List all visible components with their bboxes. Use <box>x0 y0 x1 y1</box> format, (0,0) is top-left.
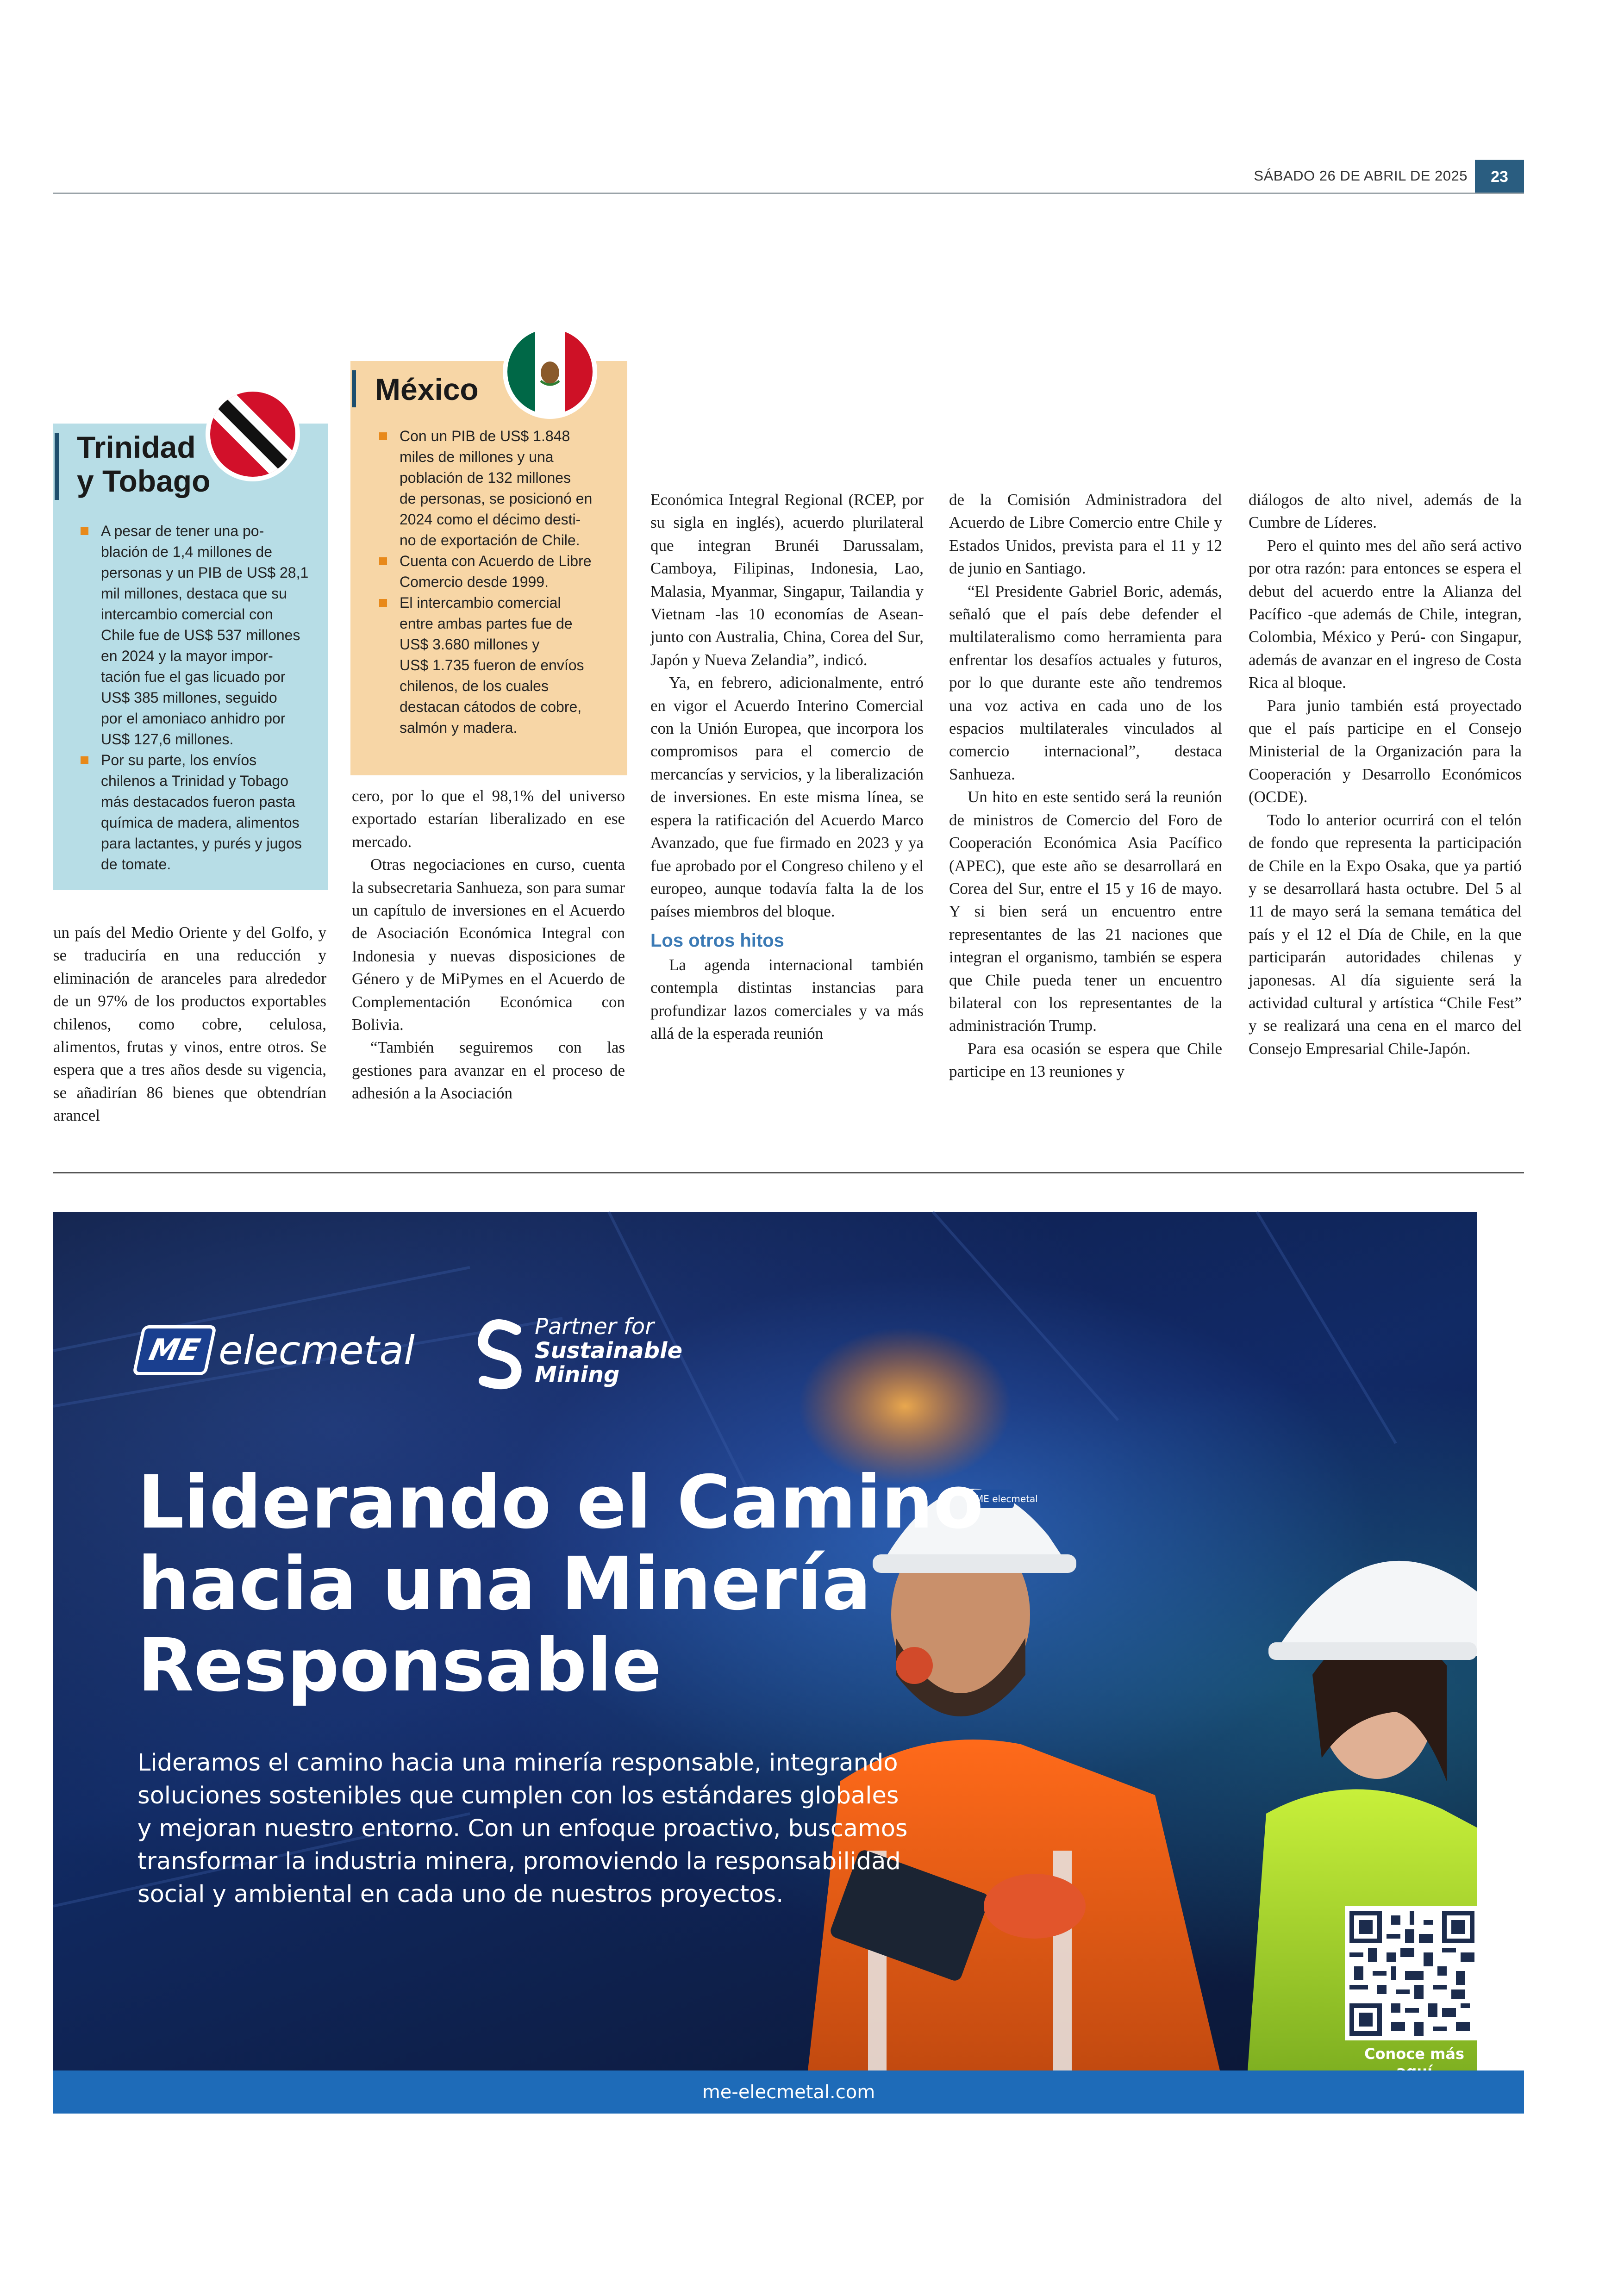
ad-body-line: Lideramos el camino hacia una minería responsable, integrando <box>137 1749 898 1777</box>
helmet-logo-text: ME elecmetal <box>975 1493 1038 1504</box>
paragraph: “El Presidente Gabriel Boric, además, señaló que el país debe defender el multilateralismo como herramienta para enfrentar los desafíos actuales y futuros, por lo que durante este año tendremos una voz activa en cada uno de los espacios multilaterales vinculados al comercio internacional”, destaca Sanhueza. <box>949 582 1222 783</box>
subheading: Los otros hitos <box>650 930 784 951</box>
ad-headline-line1: Liderando el Camino <box>137 1460 984 1545</box>
bullet-square-icon <box>81 527 88 535</box>
paragraph: diálogos de alto nivel, además de la Cumbre de Líderes. <box>1249 491 1522 532</box>
paragraph: La agenda internacional también contempla distintas instancias para profundizar lazos comerciales y va más allá de la esperada reunión <box>650 955 924 1042</box>
qr-caption: Conoce más <box>1364 2045 1465 2063</box>
article-column-1 <box>53 921 326 1127</box>
article-column-5 <box>1249 488 1522 1060</box>
article-column-2 <box>352 785 625 1105</box>
paragraph: Para esa ocasión se espera que Chile participe en 13 reuniones y <box>949 1039 1222 1081</box>
paragraph: un país del Medio Oriente y del Golfo, y se traduciría en una reducción y eliminación de aranceles para alrededor de un 97% de los productos exportables chilenos, como cobre, celulosa, alimentos, frutas y vinos, entre otros. Se espera que a tres años desde su vigencia, se añadirían 86 bienes que obtendrían arancel <box>53 923 326 1125</box>
header-rule <box>53 193 1524 194</box>
bullet-square-icon <box>379 557 387 565</box>
page-number: 23 <box>1475 160 1524 194</box>
paragraph: Para junio también está proyectado que el país participe en el Consejo Ministerial de la Organización para la Cooperación y Desarrollo Económicos (OCDE). <box>1249 696 1522 806</box>
ad-body-line: transformar la industria minera, promoviendo la responsabilidad <box>137 1848 901 1875</box>
paragraph: Todo lo anterior ocurrirá con el telón de fondo que representa la participación de Chile en la Expo Osaka, que ya partió y se desarrollará hasta octubre. Del 5 al 11 de mayo será la semana temática del país y el 12 el Día de Chile, en la que participarán autoridades chilenas y japonesas. Al día siguiente será la actividad cultural y artística “Chile Fest” y se realizará una cena en el marco del Consejo Empresarial Chile-Japón. <box>1249 811 1522 1058</box>
mexico-bullet: El intercambio comercial entre ambas partes fue de US$ 3.680 millones y US$ 1.735 fueron de envíos chilenos, de los cuales destacan cátodos de cobre, salmón y madera. <box>377 592 618 738</box>
trinidad-bullet: Por su parte, los envíos chilenos a Trinidad y Tobago más destacados fueron pasta química de madera, alimentos para lactantes, y purés y jugos de tomate. <box>79 750 319 875</box>
paragraph: “También seguiremos con las gestiones para avanzar en el proceso de adhesión a la Asociación <box>352 1038 625 1103</box>
ad-body-line: soluciones sostenibles que cumplen con los estándares globales <box>137 1782 899 1809</box>
ad-body-line: y mejoran nuestro entorno. Con un enfoque proactivo, buscamos <box>137 1815 908 1842</box>
elecmetal-wordmark: elecmetal <box>219 1328 415 1374</box>
trinidad-title <box>77 430 210 498</box>
mexico-flag-icon <box>505 326 595 417</box>
bullet-square-icon <box>81 756 88 764</box>
mexico-title-bar <box>352 370 356 407</box>
trinidad-title-line1: Trinidad <box>77 430 196 464</box>
article-column-4 <box>949 488 1222 1083</box>
paragraph: Ya, en febrero, adicionalmente, entró en vigor el Acuerdo Interino Comercial con la Unión Europea, que incorpora los compromisos para el comercio de mercancías y servicios, y la liberalización de inversiones. En este misma línea, se espera la ratificación del Acuerdo Marco Avanzado, que fue firmado en 2023 y ya fue aprobado por el Congreso chileno y el europeo, aunque todavía falta la de los países miembros del bloque. <box>650 674 924 921</box>
qr-code-icon <box>1349 1911 1474 2036</box>
mexico-bullet: Cuenta con Acuerdo de Libre Comercio desde 1999. <box>377 551 618 592</box>
bullet-square-icon <box>379 599 387 607</box>
sustainable-mining-badge <box>472 1309 731 1392</box>
mexico-bullets <box>377 426 618 738</box>
partner-line3: Mining <box>535 1362 620 1388</box>
header-date: SÁBADO 26 DE ABRIL DE 2025 <box>1254 168 1468 184</box>
paragraph: cero, por lo que el 98,1% del universo exportado estarían liberalizado en ese mercado. <box>352 787 625 851</box>
elecmetal-logo <box>137 1321 425 1381</box>
ad-separator-rule <box>53 1172 1524 1173</box>
ad-website-bar[interactable]: me-elecmetal.com <box>53 2070 1524 2114</box>
trinidad-bullet: A pesar de tener una po- blación de 1,4 millones de personas y un PIB de US$ 28,1 mil millones, destaca que su intercambio comercial con Chile fue de US$ 537 millones en 2024 y la mayor impor- tación fue el gas licuado por US$ 385 millones, seguido por el amoniaco anhidro por US$ 127,6 millones. <box>79 521 319 750</box>
ad-headline <box>137 1462 984 1706</box>
article-column-3 <box>650 488 924 1045</box>
paragraph: Pero el quinto mes del año será activo por otra razón: para entonces se espera el debut del acuerdo entre la Alianza del Pacífico -que además de Chile, integran, Colombia, México y Perú- con Singapur, además de avanzar en el ingreso de Costa Rica al bloque. <box>1249 536 1522 692</box>
paragraph: Un hito en este sentido será la reunión de ministros de Comercio del Foro de Cooperación Económica Asia Pacífico (APEC), que este año se desarrollará en Corea del Sur, entre el 15 y 16 de mayo. Y si bien será un encuentro entre representantes de las 21 naciones que integran el organismo, también se espera que Chile pueda tener un encuentro bilateral con los representantes de la administración Trump. <box>949 788 1222 1035</box>
trinidad-bullets <box>79 521 319 875</box>
mexico-title: México <box>375 372 479 406</box>
ad-body-line: social y ambiental en cada uno de nuestros proyectos. <box>137 1881 784 1908</box>
bullet-square-icon <box>379 432 387 440</box>
elecmetal-advertisement <box>53 1212 1477 2070</box>
partner-line2: Sustainable <box>535 1338 683 1364</box>
trinidad-title-bar <box>55 433 59 500</box>
paragraph: Otras negociaciones en curso, cuenta la subsecretaria Sanhueza, son para sumar un capítulo de inversiones en el Acuerdo de Asociación Económica Integral con Indonesia y nuevas disposiciones de Género y de MiPymes en el Acuerdo de Complementación Económica con Bolivia. <box>352 855 625 1034</box>
qr-code[interactable] <box>1345 1906 1479 2040</box>
ad-headline-line3: Responsable <box>137 1623 662 1708</box>
trinidad-title-line2: y Tobago <box>77 463 211 498</box>
paragraph: Económica Integral Regional (RCEP, por su sigla en inglés), acuerdo plurilateral que integran Brunéi Darussalam, Camboya, Filipinas, Indonesia, Lao, Malasia, Myanmar, Singapur, Tailandia y Vietnam -las 10 economías de Asean- junto con Australia, China, Corea del Sur, Japón y Nueva Zelandia”, indicó. <box>650 491 924 669</box>
paragraph: de la Comisión Administradora del Acuerdo de Libre Comercio entre Chile y Estados Unidos, prevista para el 11 y 12 de junio en Santiago. <box>949 491 1222 578</box>
partner-line1: Partner for <box>535 1314 654 1340</box>
me-logo-mark-icon: ME <box>132 1325 217 1375</box>
mexico-bullet: Con un PIB de US$ 1.848 miles de millones y una población de 132 millones de personas, se posicionó en 2024 como el décimo desti- no de exportación de Chile. <box>377 426 618 551</box>
trinidad-flag-icon <box>207 389 298 480</box>
s-swirl-icon <box>472 1318 528 1388</box>
ad-body-copy <box>137 1746 908 1911</box>
ad-headline-line2: hacia una Minería <box>137 1541 871 1627</box>
